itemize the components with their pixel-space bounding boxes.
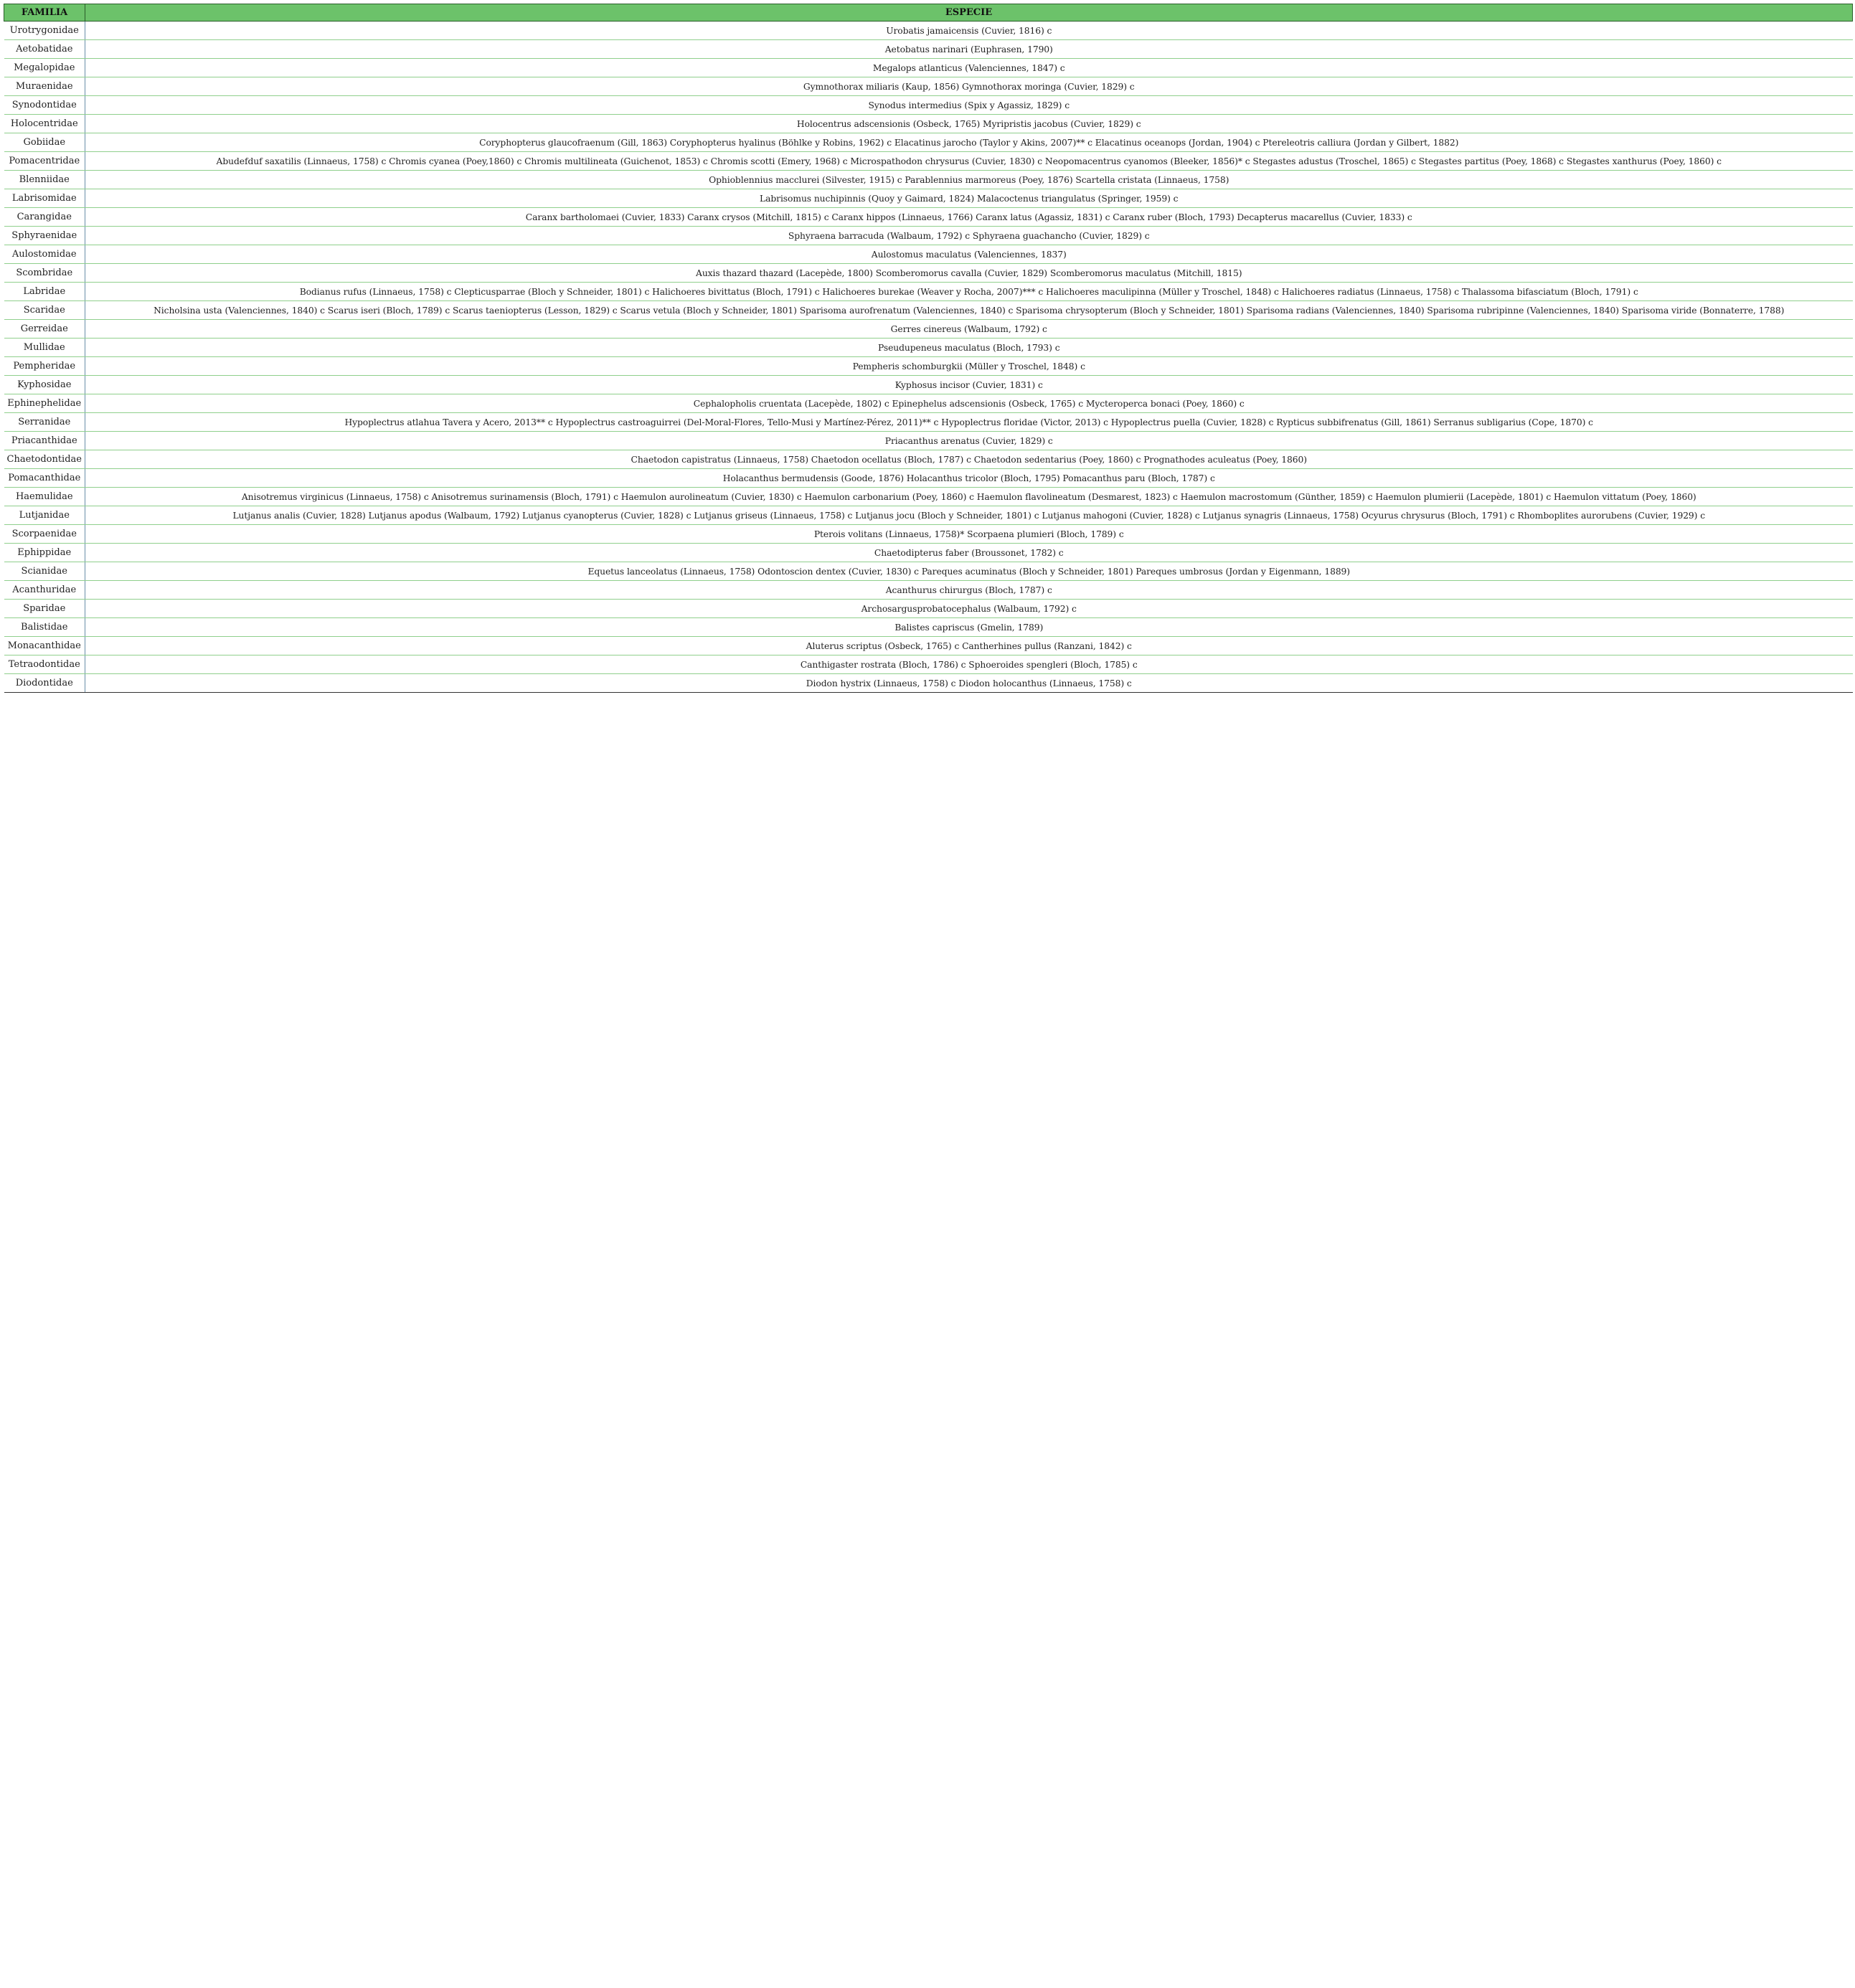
table-row (4, 581, 1853, 600)
species-cell: Synodus intermedius (Spix y Agassiz, 1829) c (85, 96, 1853, 115)
species-cell: Holocentrus adscensionis (Osbeck, 1765) Myripristis jacobus (Cuvier, 1829) c (85, 115, 1853, 133)
family-cell: Chaetodontidae (4, 450, 85, 469)
table-row (4, 171, 1853, 189)
table-row (4, 339, 1853, 357)
species-cell: Hypoplectrus atlahua Tavera y Acero, 2013** c Hypoplectrus castroaguirrei (Del-Moral-Flores, Tello-Musi y Martínez-Pérez, 2011)** c Hypoplectrus floridae (Victor, 2013) c Hypoplectrus puella (Cuvier, 1828) c Rypticus subbifrenatus (Gill, 1861) Serranus subligarius (Cope, 1870) c (85, 413, 1853, 432)
family-cell: Carangidae (4, 208, 85, 227)
family-cell: Ephinephelidae (4, 394, 85, 413)
family-cell: Scaridae (4, 301, 85, 320)
species-cell: Canthigaster rostrata (Bloch, 1786) c Sphoeroides spengleri (Bloch, 1785) c (85, 655, 1853, 674)
family-cell: Lutjanidae (4, 506, 85, 525)
table-row (4, 655, 1853, 674)
species-cell: Pempheris schomburgkii (Müller y Troschel, 1848) c (85, 357, 1853, 376)
species-cell: Ophioblennius macclurei (Silvester, 1915) c Parablennius marmoreus (Poey, 1876) Scartella cristata (Linnaeus, 1758) (85, 171, 1853, 189)
table-row (4, 115, 1853, 133)
family-cell: Megalopidae (4, 59, 85, 77)
family-cell: Aulostomidae (4, 245, 85, 264)
table-row (4, 506, 1853, 525)
species-cell: Chaetodon capistratus (Linnaeus, 1758) Chaetodon ocellatus (Bloch, 1787) c Chaetodon sedentarius (Poey, 1860) c Prognathodes aculeatus (Poey, 1860) (85, 450, 1853, 469)
family-cell: Priacanthidae (4, 432, 85, 450)
species-cell: Lutjanus analis (Cuvier, 1828) Lutjanus apodus (Walbaum, 1792) Lutjanus cyanopterus (Cuvier, 1828) c Lutjanus griseus (Linnaeus, 1758) c Lutjanus jocu (Bloch y Schneider, 1801) c Lutjanus mahogoni (Cuvier, 1828) c Lutjanus synagris (Linnaeus, 1758) Ocyurus chrysurus (Bloch, 1791) c Rhomboplites aurorubens (Cuvier, 1929) c (85, 506, 1853, 525)
table-row (4, 208, 1853, 227)
species-cell: Aluterus scriptus (Osbeck, 1765) c Cantherhines pullus (Ranzani, 1842) c (85, 637, 1853, 655)
table-row (4, 59, 1853, 77)
family-cell: Synodontidae (4, 96, 85, 115)
family-cell: Serranidae (4, 413, 85, 432)
family-cell: Gerreidae (4, 320, 85, 339)
table-row (4, 394, 1853, 413)
family-cell: Muraenidae (4, 77, 85, 96)
species-cell: Caranx bartholomaei (Cuvier, 1833) Caranx crysos (Mitchill, 1815) c Caranx hippos (Linnaeus, 1766) Caranx latus (Agassiz, 1831) c Caranx ruber (Bloch, 1793) Decapterus macarellus (Cuvier, 1833) c (85, 208, 1853, 227)
table-row (4, 227, 1853, 245)
species-table (4, 4, 1853, 693)
family-cell: Scorpaenidae (4, 525, 85, 544)
species-cell: Gymnothorax miliaris (Kaup, 1856) Gymnothorax moringa (Cuvier, 1829) c (85, 77, 1853, 96)
species-cell: Holacanthus bermudensis (Goode, 1876) Holacanthus tricolor (Bloch, 1795) Pomacanthus paru (Bloch, 1787) c (85, 469, 1853, 488)
table-row (4, 40, 1853, 59)
table-row (4, 133, 1853, 152)
species-cell: Diodon hystrix (Linnaeus, 1758) c Diodon holocanthus (Linnaeus, 1758) c (85, 674, 1853, 693)
species-cell: Archosargusprobatocephalus (Walbaum, 1792) c (85, 600, 1853, 618)
family-cell: Monacanthidae (4, 637, 85, 655)
family-cell: Sparidae (4, 600, 85, 618)
table-row (4, 245, 1853, 264)
species-cell: Abudefduf saxatilis (Linnaeus, 1758) c Chromis cyanea (Poey,1860) c Chromis multilineata (Guichenot, 1853) c Chromis scotti (Emery, 1968) c Microspathodon chrysurus (Cuvier, 1830) c Neopomacentrus cyanomos (Bleeker, 1856)* c Stegastes adustus (Troschel, 1865) c Stegastes partitus (Poey, 1868) c Stegastes xanthurus (Poey, 1860) c (85, 152, 1853, 171)
species-sheet (4, 4, 1852, 693)
species-cell: Kyphosus incisor (Cuvier, 1831) c (85, 376, 1853, 394)
table-row (4, 637, 1853, 655)
species-cell: Urobatis jamaicensis (Cuvier, 1816) c (85, 22, 1853, 40)
family-cell: Sphyraenidae (4, 227, 85, 245)
family-cell: Mullidae (4, 339, 85, 357)
family-cell: Pempheridae (4, 357, 85, 376)
table-row (4, 96, 1853, 115)
table-row (4, 301, 1853, 320)
table-row (4, 450, 1853, 469)
family-cell: Holocentridae (4, 115, 85, 133)
table-row (4, 600, 1853, 618)
table-row (4, 618, 1853, 637)
species-cell: Cephalopholis cruentata (Lacepède, 1802) c Epinephelus adscensionis (Osbeck, 1765) c Mycteroperca bonaci (Poey, 1860) c (85, 394, 1853, 413)
family-cell: Kyphosidae (4, 376, 85, 394)
family-cell: Acanthuridae (4, 581, 85, 600)
species-cell: Chaetodipterus faber (Broussonet, 1782) c (85, 544, 1853, 562)
table-row (4, 525, 1853, 544)
family-cell: Labrisomidae (4, 189, 85, 208)
species-cell: Pseudupeneus maculatus (Bloch, 1793) c (85, 339, 1853, 357)
table-row (4, 189, 1853, 208)
species-cell: Aetobatus narinari (Euphrasen, 1790) (85, 40, 1853, 59)
species-cell: Acanthurus chirurgus (Bloch, 1787) c (85, 581, 1853, 600)
family-cell: Scianidae (4, 562, 85, 581)
table-row (4, 283, 1853, 301)
species-cell: Megalops atlanticus (Valenciennes, 1847) c (85, 59, 1853, 77)
table-row (4, 432, 1853, 450)
family-cell: Balistidae (4, 618, 85, 637)
table-row (4, 544, 1853, 562)
family-cell: Blenniidae (4, 171, 85, 189)
species-cell: Sphyraena barracuda (Walbaum, 1792) c Sphyraena guachancho (Cuvier, 1829) c (85, 227, 1853, 245)
header-row (4, 4, 1853, 22)
species-cell: Labrisomus nuchipinnis (Quoy y Gaimard, 1824) Malacoctenus triangulatus (Springer, 1959) c (85, 189, 1853, 208)
family-cell: Ephippidae (4, 544, 85, 562)
header-familia: FAMILIA (4, 4, 85, 22)
table-row (4, 562, 1853, 581)
family-cell: Tetraodontidae (4, 655, 85, 674)
family-cell: Pomacanthidae (4, 469, 85, 488)
species-cell: Anisotremus virginicus (Linnaeus, 1758) c Anisotremus surinamensis (Bloch, 1791) c Haemulon aurolineatum (Cuvier, 1830) c Haemulon carbonarium (Poey, 1860) c Haemulon flavolineatum (Desmarest, 1823) c Haemulon macrostomum (Günther, 1859) c Haemulon plumierii (Lacepède, 1801) c Haemulon vittatum (Poey, 1860) (85, 488, 1853, 506)
species-cell: Balistes capriscus (Gmelin, 1789) (85, 618, 1853, 637)
species-cell: Equetus lanceolatus (Linnaeus, 1758) Odontoscion dentex (Cuvier, 1830) c Pareques acuminatus (Bloch y Schneider, 1801) Pareques umbrosus (Jordan y Eigenmann, 1889) (85, 562, 1853, 581)
species-cell: Nicholsina usta (Valenciennes, 1840) c Scarus iseri (Bloch, 1789) c Scarus taeniopterus (Lesson, 1829) c Scarus vetula (Bloch y Schneider, 1801) Sparisoma aurofrenatum (Valenciennes, 1840) c Sparisoma chrysopterum (Bloch y Schneider, 1801) Sparisoma radians (Valenciennes, 1840) Sparisoma rubripinne (Valenciennes, 1840) Sparisoma viride (Bonnaterre, 1788) (85, 301, 1853, 320)
family-cell: Haemulidae (4, 488, 85, 506)
table-row (4, 413, 1853, 432)
table-row (4, 22, 1853, 40)
table-row (4, 488, 1853, 506)
family-cell: Pomacentridae (4, 152, 85, 171)
table-row (4, 77, 1853, 96)
species-cell: Auxis thazard thazard (Lacepède, 1800) Scomberomorus cavalla (Cuvier, 1829) Scomberomorus maculatus (Mitchill, 1815) (85, 264, 1853, 283)
table-row (4, 152, 1853, 171)
family-cell: Aetobatidae (4, 40, 85, 59)
table-row (4, 376, 1853, 394)
table-body (4, 22, 1853, 693)
family-cell: Urotrygonidae (4, 22, 85, 40)
header-especie: ESPECIE (85, 4, 1853, 22)
family-cell: Labridae (4, 283, 85, 301)
species-cell: Aulostomus maculatus (Valenciennes, 1837) (85, 245, 1853, 264)
species-cell: Priacanthus arenatus (Cuvier, 1829) c (85, 432, 1853, 450)
species-cell: Pterois volitans (Linnaeus, 1758)* Scorpaena plumieri (Bloch, 1789) c (85, 525, 1853, 544)
table-row (4, 320, 1853, 339)
species-cell: Gerres cinereus (Walbaum, 1792) c (85, 320, 1853, 339)
family-cell: Diodontidae (4, 674, 85, 693)
species-cell: Bodianus rufus (Linnaeus, 1758) c Clepticusparrae (Bloch y Schneider, 1801) c Halichoeres bivittatus (Bloch, 1791) c Halichoeres burekae (Weaver y Rocha, 2007)*** c Halichoeres maculipinna (Müller y Troschel, 1848) c Halichoeres radiatus (Linnaeus, 1758) c Thalassoma bifasciatum (Bloch, 1791) c (85, 283, 1853, 301)
species-cell: Coryphopterus glaucofraenum (Gill, 1863) Coryphopterus hyalinus (Böhlke y Robins, 1962) c Elacatinus jarocho (Taylor y Akins, 2007)** c Elacatinus oceanops (Jordan, 1904) c Ptereleotris calliura (Jordan y Gilbert, 1882) (85, 133, 1853, 152)
family-cell: Scombridae (4, 264, 85, 283)
table-row (4, 264, 1853, 283)
table-row (4, 357, 1853, 376)
family-cell: Gobiidae (4, 133, 85, 152)
table-row (4, 469, 1853, 488)
table-row (4, 674, 1853, 693)
